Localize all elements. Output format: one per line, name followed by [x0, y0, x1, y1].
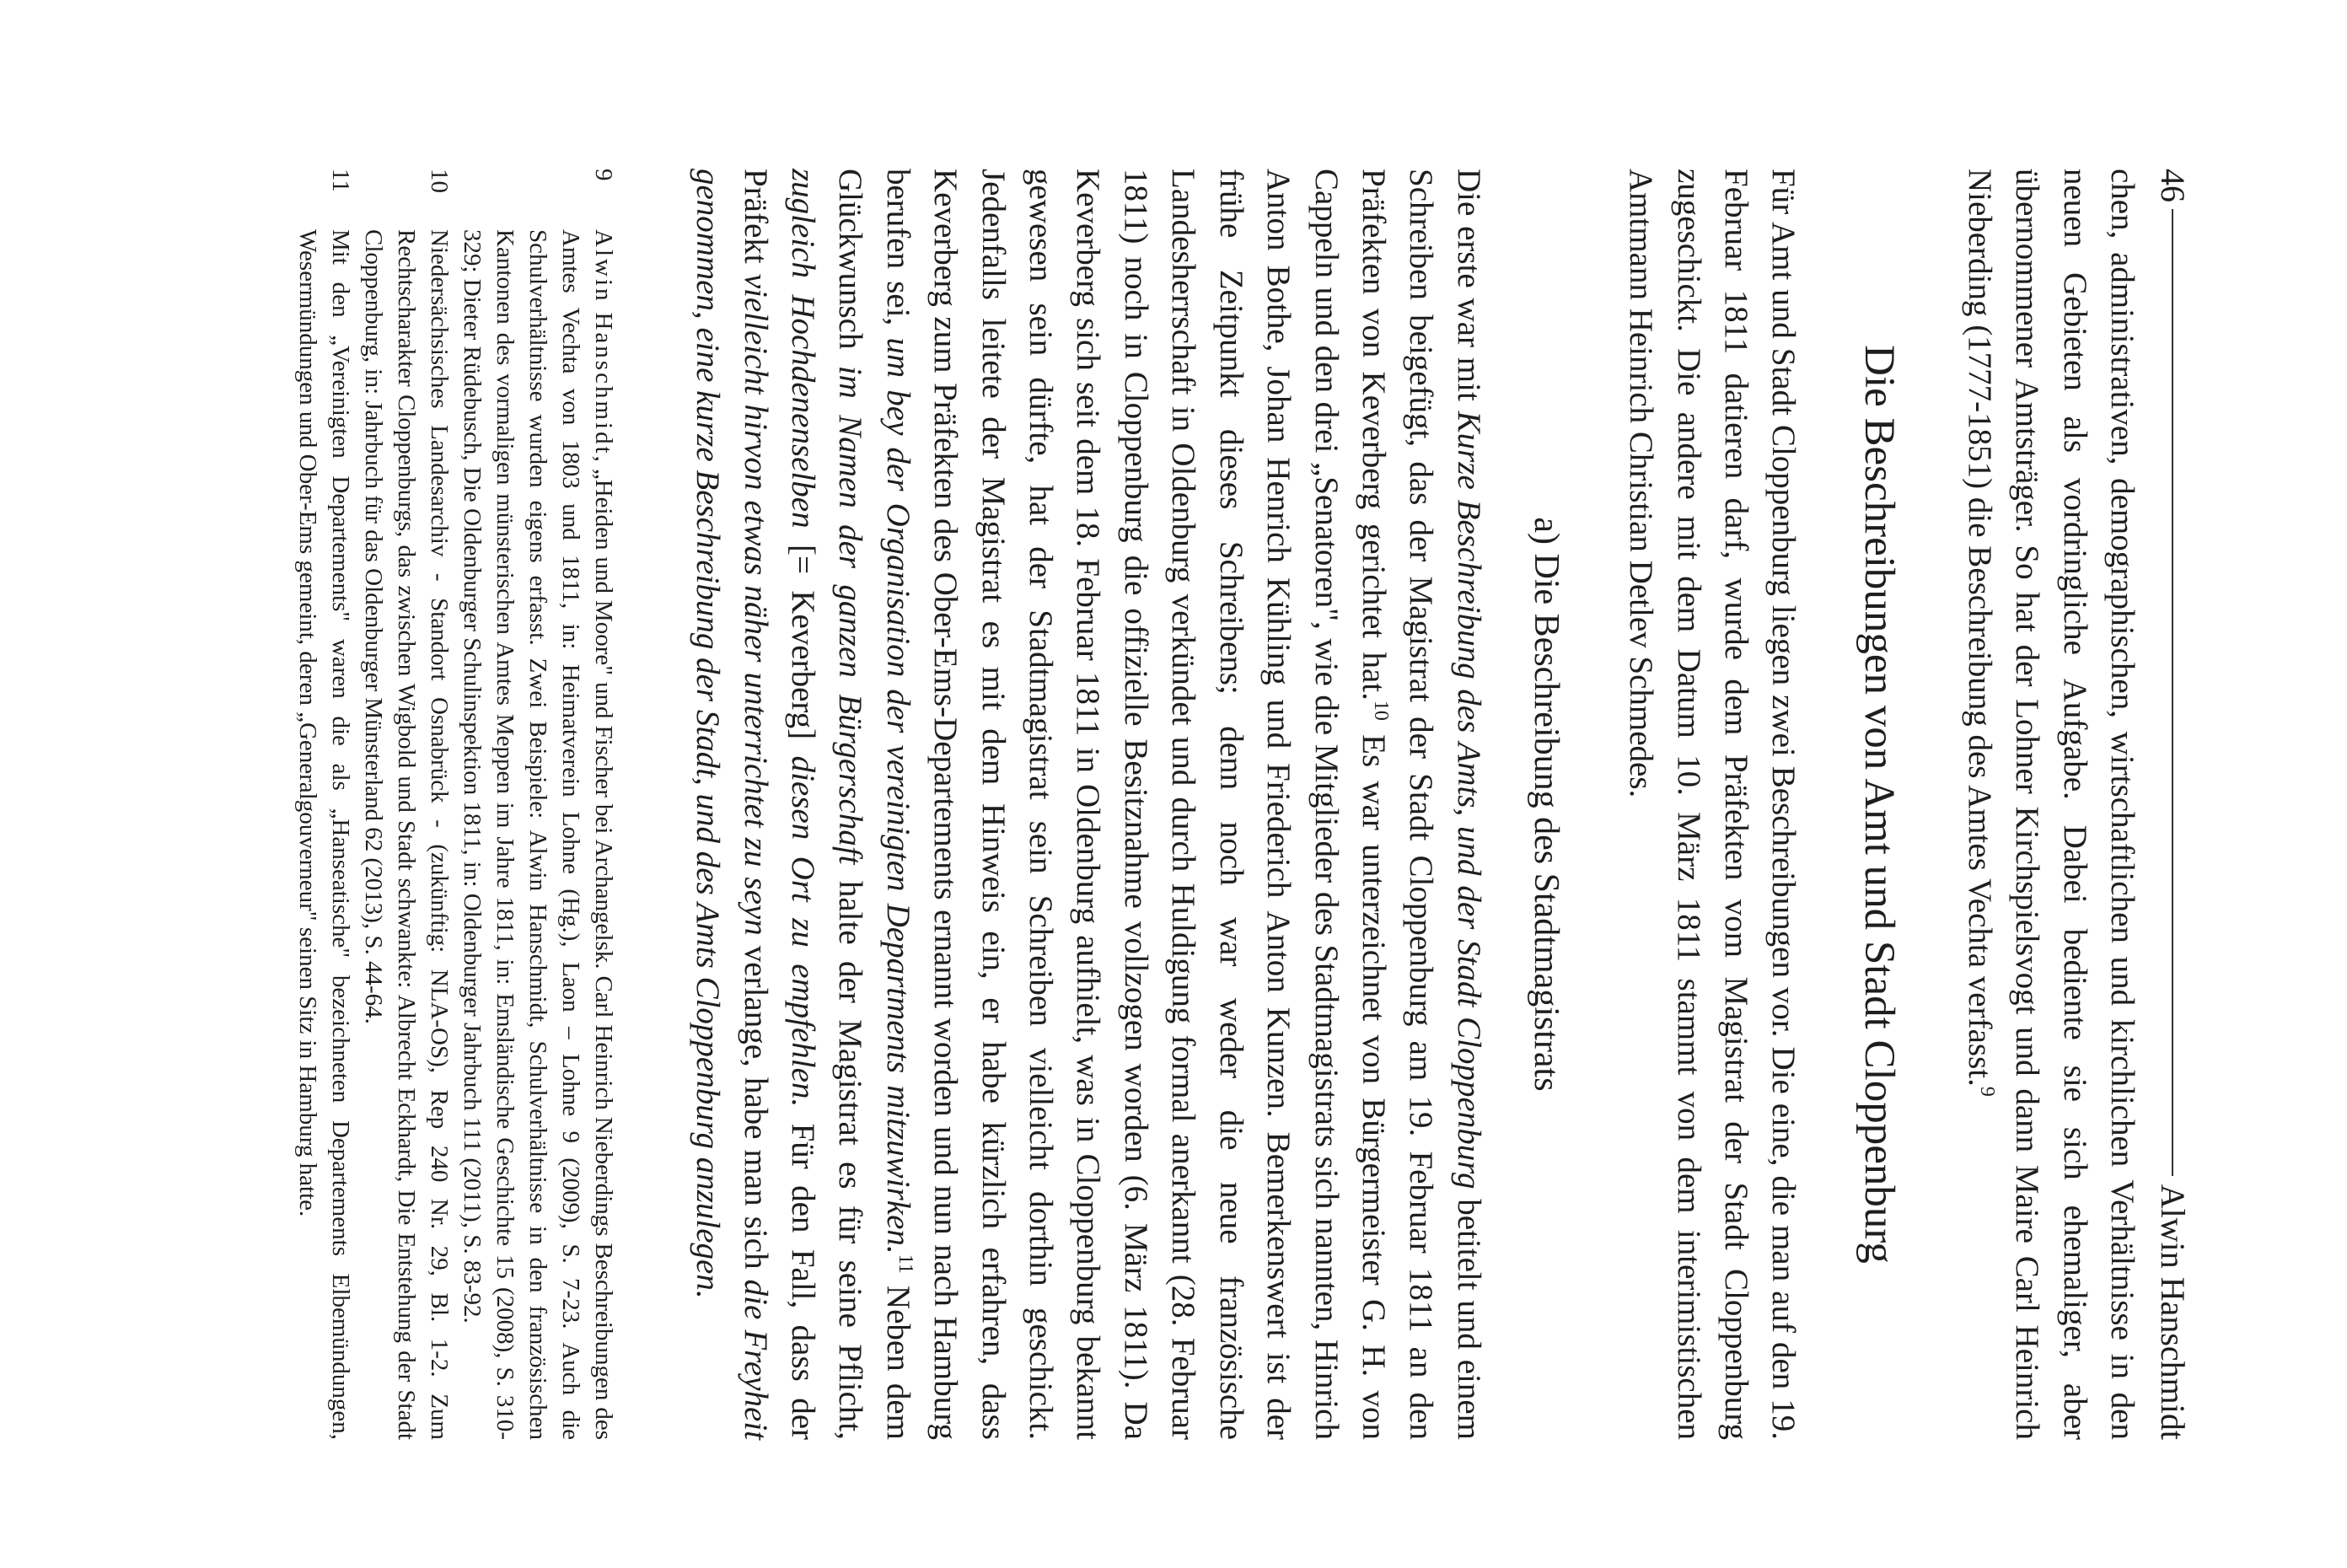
footnote-number: 9 [589, 169, 617, 181]
page-number: 46 [2154, 169, 2193, 202]
main-paragraph [684, 169, 1492, 1440]
footnote-9 [455, 169, 620, 1440]
intro-paragraph [1955, 169, 2146, 1440]
footnotes [291, 169, 620, 1440]
footnote-ref-10[interactable]: 10 [1369, 700, 1392, 721]
subsection-heading: a) Die Beschreibung des Stadtmagistrats [1526, 517, 1566, 1092]
header-rule [2172, 209, 2173, 1176]
footnote-11 [291, 169, 357, 1440]
main-text-run: halte der Magistrat es für seine Pflicht, [832, 864, 869, 1440]
section-heading: Die Beschreibungen von Amt und Stadt Cloppenburg [1856, 345, 1904, 1264]
main-italic-run: Kurze Beschreibung des Amts, und der Stadt Cloppenburg [1450, 411, 1487, 1189]
main-italic-run: diesen Ort zu empfehlen. [785, 755, 822, 1108]
footnote-text: Mit den „Vereinigten Departements" waren die als „Hanseatische" bezeichneten Departements Elbemündungen, Wesermündungen und Ober-Ems gemeint, deren „Generalgouverneur" seinen Sitz in Hamburg hatte. [293, 229, 354, 1440]
main-text-run: Es war unterzeichnet von Bürgermeister G. H. von Cappeln und den drei „Senatoren", wie die Mitglieder des Stadtmagistrats sich nannten, Hinrich Anton Bothe, Johan Henrich Kühling und Friederich Anton Kunzen. Bemerkenswert ist der frühe Zeitpunkt dieses Schreibens; denn noch war weder die neue französische Landesherrschaft in Oldenburg verkündet und durch Huldigung formal anerkannt (28. Februar 1811) noch in Cloppenburg die offizielle Besitznahme vollzogen worden (6. März 1811). Da Keverberg sich seit dem 18. Februar 1811 in Oldenburg aufhielt, was in Cloppenburg bekannt gewesen sein dürfte, hat der Stadtmagistrat sein Schreiben vielleicht dorthin geschickt. Jedenfalls leitete der Magistrat es mit dem Hinweis ein, er habe kürzlich erfahren, dass Keverberg zum Präfekten des Ober-Ems-Departements ernannt worden und nun nach Hamburg berufen sei, [879, 169, 1392, 1440]
footnote-text: Niedersächsisches Landesarchiv - Standort Osnabrück - (zukünftig: NLA-OS), Rep 240 Nr. 29, Bl. 1-2. Zum Rechtscharakter Cloppenburgs, das zwischen Wigbold und Stadt schwankte: Albrecht Eckhardt, Die Entstehung der Stadt Cloppenburg, in: Jahrbuch für das Oldenburger Münsterland 62 (2013), S. 44-64. [359, 229, 453, 1440]
footnote-number: 10 [425, 169, 453, 193]
main-text-run: betitelt und einem Schreiben beigefügt, das der Magistrat der Stadt Cloppenburg am 19. Februar 1811 an den Präfekten von Keverberg gerichtet hat. [1355, 169, 1487, 1440]
footnote-author: Alwin Hanschmidt [589, 229, 617, 456]
main-italic-run: zugleich Hochdenenselben [785, 169, 822, 529]
section-paragraph: Für Amt und Stadt Cloppenburg liegen zwei Beschreibungen vor. Die eine, die man auf den 19. Februar 1811 datieren darf, wurde dem Präfekten vom Magistrat der Stadt Cloppenburg zugeschickt. Die andere mit dem Datum 10. März 1811 stammt von dem interimistischen Amtmann Heinrich Christian Detlev Schmedes. [1623, 169, 1802, 1440]
main-italic-run: im Namen der ganzen Bürgerschaft [832, 365, 869, 865]
book-page [110, 84, 2242, 1517]
main-text-run: Die erste war mit [1450, 169, 1487, 411]
main-italic-run: vielleicht hirvon etwas näher unterrichtet zu seyn [737, 273, 774, 936]
main-text-run: Für den Fall, dass der Präfekt [737, 169, 822, 1440]
footnote-number: 11 [326, 169, 354, 192]
footnote-text [455, 229, 620, 1440]
main-italic-run: um bey der Organisation der vereinigten Departments mitzuwirken. [879, 337, 916, 1254]
main-text-run: verlange, habe man sich [737, 935, 774, 1280]
footnote-ref-11[interactable]: 11 [894, 1254, 916, 1274]
footnote-body: , „Heiden und Moore" und Fischer bei Archangelsk. Carl Heinrich Nieberdings Beschreibungen des Amtes Vechta von 1803 und 1811, in: Heimatverein Lohne (Hg.), Laon – Lohne 9 (2009), S. 7-23. Auch die Schulverhältnisse wurden eigens erfasst. Zwei Beispiele: Alwin Hanschmidt, Schulverhältnisse in den französischen Kantonen des vormaligen münsterischen Amtes Meppen im Jahre 1811, in: Emsländische Geschichte 15 (2008), S. 310-329; Dieter Rüdebusch, Die Oldenburger Schulinspektion 1811, in: Oldenburger Jahrbuch 111 (2011), S. 83-92. [458, 229, 617, 1440]
footnote-10 [357, 169, 455, 1440]
running-head-author: Alwin Hanschmidt [2154, 1184, 2193, 1440]
intro-paragraph-text: chen, administrativen, demographischen, wirtschaftlichen und kirchlichen Verhältnisse in den neuen Gebieten als vordringliche Aufgabe. Dabei bediente sie sich ehemaliger, aber übernommener Amtsträger. So hat der Lohner Kirchspielsvogt und dann Maire Carl Heinrich Nieberding (1777-1851) die Beschreibung des Amtes Vechta verfasst. [1961, 169, 2140, 1440]
running-head [2149, 169, 2196, 1440]
footnote-ref-9[interactable]: 9 [1975, 1086, 1998, 1097]
main-text-run: Neben dem Glückwunsch [832, 169, 916, 1440]
main-text-run: [= Keverberg] [785, 528, 822, 756]
main-italic-run: die Freyheit genommen, eine kurze Beschreibung der Stadt, und des Amts Cloppenburg anzulegen. [690, 169, 774, 1441]
